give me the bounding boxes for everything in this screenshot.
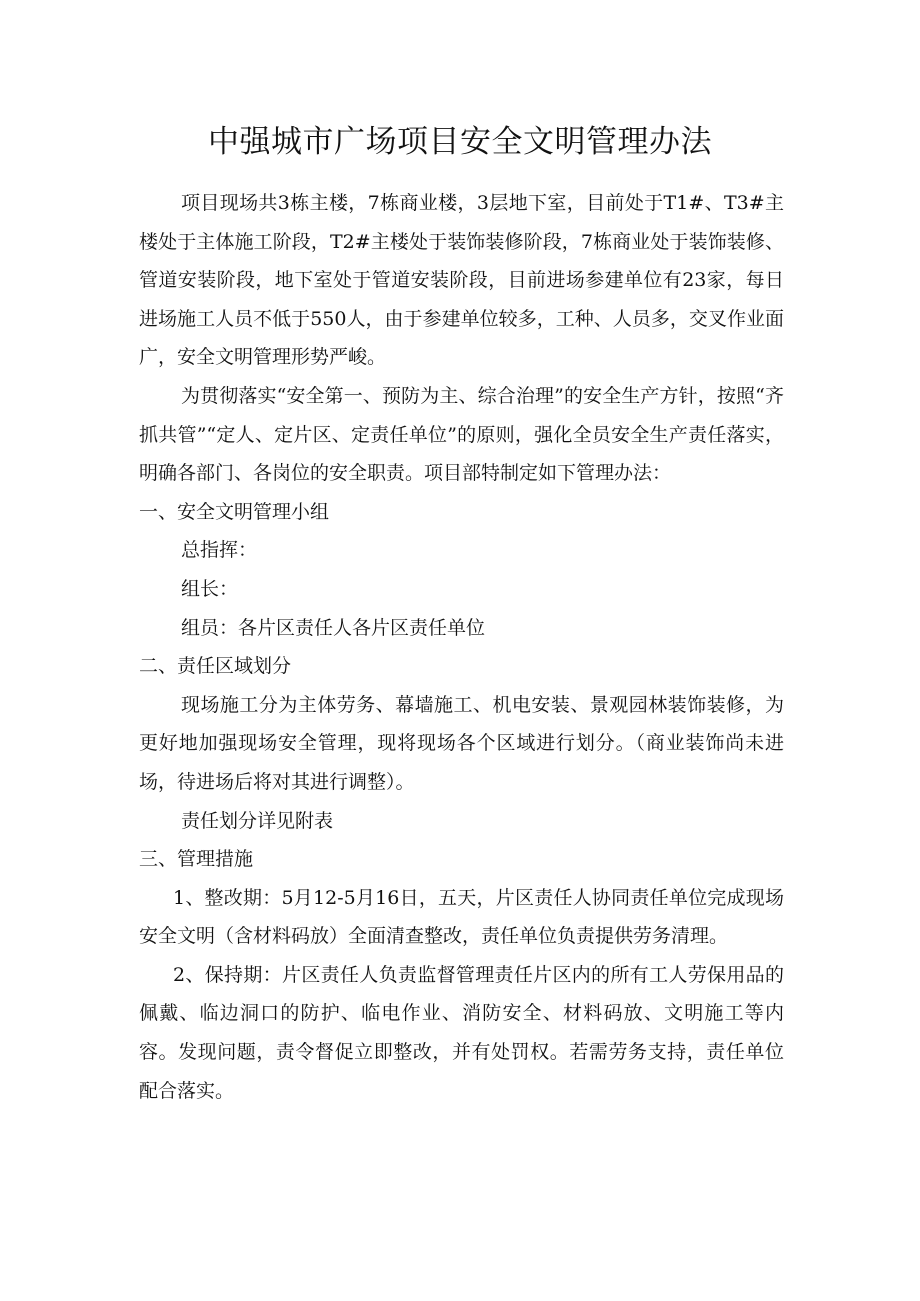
document-title: 中强城市广场项目安全文明管理办法 (208, 124, 712, 160)
section1-members: 组员：各片区责任人各片区责任单位 (181, 616, 486, 639)
section2-heading: 二、责任区域划分 (139, 655, 292, 678)
section2-paragraph: 现场施工分为主体劳务、幕墙施工、机电安装、景观园林装饰装修，为更好地加强现场安全管理，现将现场各个区域进行划分。（商业装饰尚未进场，待进场后将对其进行调整）。 (139, 693, 784, 793)
section3-item2: 2、保持期：片区责任人负责监督管理责任片区内的所有工人劳保用品的佩戴、临边洞口的防护、临电作业、消防安全、材料码放、文明施工等内容。发现问题，责令督促立即整改，并有处罚权。若需劳务支持，责任单位配合落实。 (139, 963, 784, 1102)
intro-paragraph: 项目现场共3栋主楼，7栋商业楼，3层地下室，目前处于T1#、T3#主楼处于主体施工阶段，T2#主楼处于装饰装修阶段，7栋商业处于装饰装修、管道安装阶段，地下室处于管道安装阶段，目前进场参建单位有23家，每日进场施工人员不低于550人，由于参建单位较多，工种、人员多，交叉作业面广，安全文明管理形势严峻。 (139, 192, 784, 369)
section2-note: 责任划分详见附表 (181, 809, 334, 832)
section1-heading: 一、安全文明管理小组 (139, 500, 330, 523)
section1-leader: 组长： (181, 577, 239, 600)
section1-commander: 总指挥： (181, 539, 258, 562)
purpose-paragraph: 为贯彻落实“安全第一、预防为主、综合治理”的安全生产方针，按照“齐抓共管”“定人、定片区、定责任单位”的原则，强化全员安全生产责任落实，明确各部门、各岗位的安全职责。项目部特制定如下管理办法： (139, 384, 784, 485)
section3-heading: 三、管理措施 (139, 848, 254, 871)
document-body (139, 184, 784, 1110)
section3-item1: 1、整改期：5月12-5月16日，五天，片区责任人协同责任单位完成现场安全文明（含材料码放）全面清查整改，责任单位负责提供劳务清理。 (139, 886, 784, 948)
